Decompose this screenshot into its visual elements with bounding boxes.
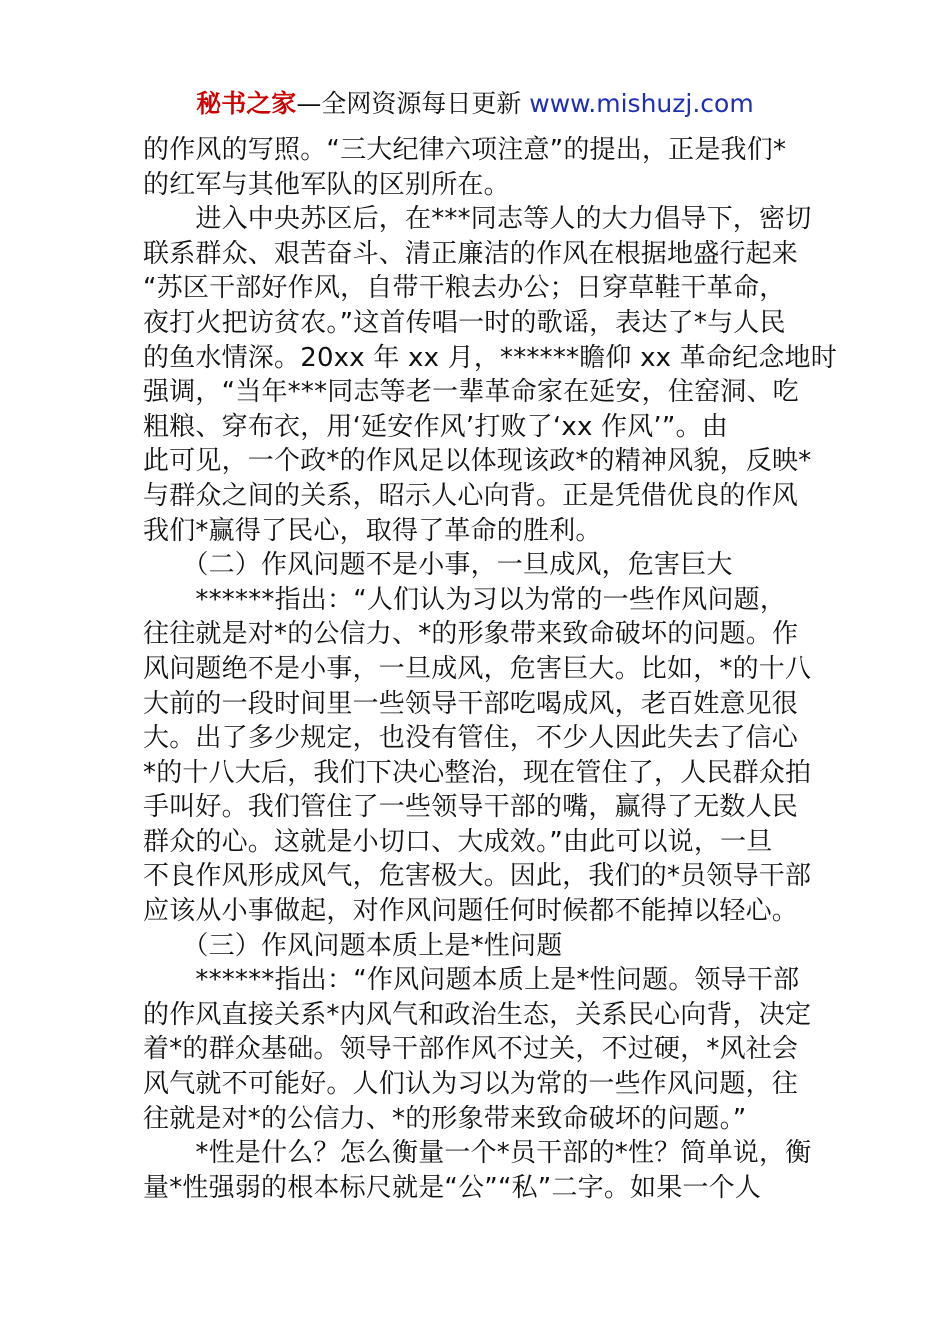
text-line: 着*的群众基础。领导干部作风不过关，不过硬，*风社会 [143,1034,799,1065]
text-line: 强调，“当年***同志等老一辈革命家在延安，住窑洞、吃 [143,377,799,408]
header-tagline: —全网资源每日更新 [296,89,530,118]
text-line: 群众的心。这就是小切口、大成效。”由此可以说，一旦 [143,826,773,857]
text-line: 应该从小事做起，对作风问题任何时候都不能掉以轻心。 [143,896,799,927]
text-line: 手叫好。我们管住了一些领导干部的嘴，赢得了无数人民 [143,792,799,823]
text-line: 往往就是对*的公信力、*的形象带来致命破坏的问题。作 [143,619,799,650]
text-line: *的十八大后，我们下决心整治，现在管住了，人民群众拍 [143,757,812,788]
text-line: 风问题绝不是小事，一旦成风，危害巨大。比如，*的十八 [143,653,812,684]
text-line: 此可见，一个政*的作风足以体现该政*的精神风貌，反映* [143,446,812,477]
text-line: 的作风的写照。“三大纪律六项注意”的提出，正是我们* [143,135,787,165]
text-line: “苏区干部好作风，自带干粮去办公；日穿草鞋干革命， [143,273,786,304]
section-heading: （二）作风问题不是小事，一旦成风，危害巨大 [143,550,733,581]
site-url[interactable]: www.mishuzj.com [529,89,754,118]
text-line: *性是什么？怎么衡量一个*员干部的*性？简单说，衡 [143,1138,812,1169]
text-line: 的鱼水情深。20xx 年 xx 月，******瞻仰 xx 革命纪念地时 [143,342,837,373]
text-line: 与群众之间的关系，昭示人心向背。正是凭借优良的作风 [143,480,799,511]
text-line: 的红军与其他军队的区别所在。 [143,169,510,200]
text-line: 进入中央苏区后，在***同志等人的大力倡导下，密切 [143,204,812,235]
text-line: 风气就不可能好。人们认为习以为常的一些作风问题，往 [143,1069,799,1100]
text-line: 的作风直接关系*内风气和政治生态，关系民心向背，决定 [143,999,812,1030]
text-line: ******指出：“作风问题本质上是*性问题。领导干部 [143,965,800,996]
text-line: 粗粮、穿布衣，用‘延安作风’打败了‘xx 作风’”。由 [143,411,728,442]
document-body [143,133,837,1205]
brand-name: 秘书之家 [196,89,297,118]
text-line: 不良作风形成风气，危害极大。因此，我们的*员领导干部 [143,861,812,892]
section-heading: （三）作风问题本质上是*性问题 [143,930,563,961]
text-line: 我们*赢得了民心，取得了革命的胜利。 [143,515,602,546]
text-line: 大。出了多少规定，也没有管住，不少人因此失去了信心 [143,723,799,754]
text-line: 大前的一段时间里一些领导干部吃喝成风，老百姓意见很 [143,688,799,719]
text-line: ******指出：“人们认为习以为常的一些作风问题， [143,584,787,615]
text-line: 夜打火把访贫农。”这首传唱一时的歌谣，表达了*与人民 [143,307,786,338]
text-line: 往就是对*的公信力、*的形象带来致命破坏的问题。” [143,1103,747,1134]
text-line: 联系群众、艰苦奋斗、清正廉洁的作风在根据地盛行起来 [143,238,799,269]
site-header [0,86,950,122]
text-line: 量*性强弱的根本标尺就是“公”“私”二字。如果一个人 [143,1172,762,1203]
